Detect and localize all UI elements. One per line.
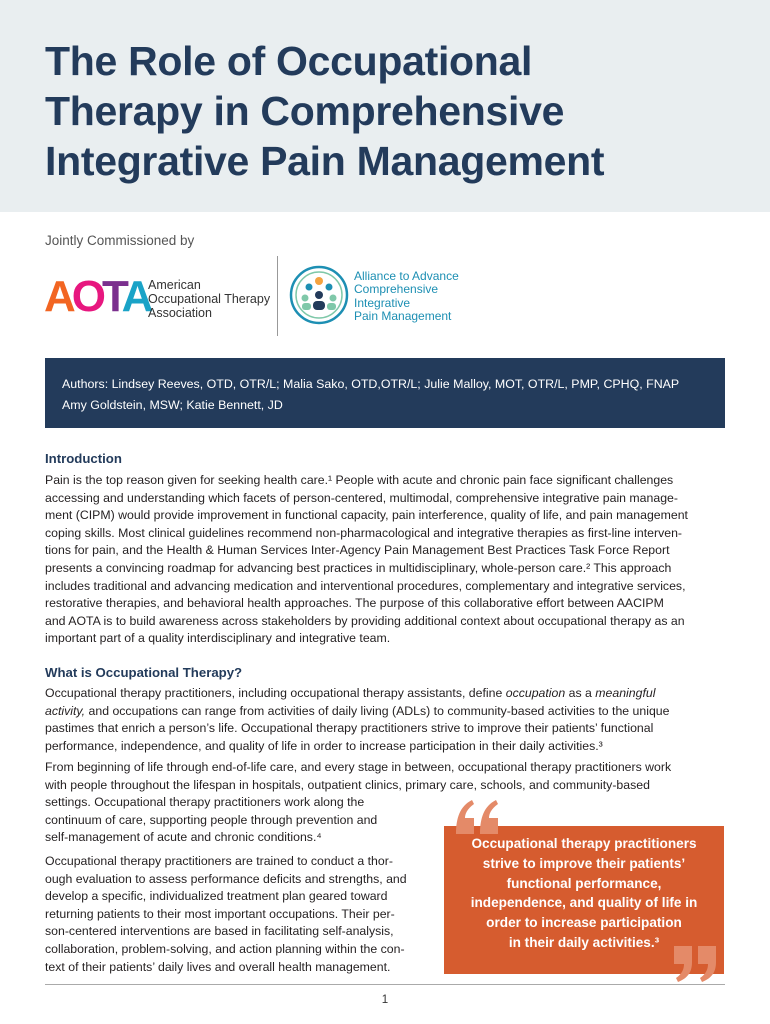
- quote-line: strive to improve their patients’: [482, 855, 686, 871]
- authors-line: Authors: Lindsey Reeves, OTD, OTR/L; Malia Sako, OTD,OTR/L; Julie Malloy, MOT, OTR/L, PMP, CPHQ, FNAP: [62, 377, 680, 391]
- text-line: develop a specific, individualized treatment plan geared toward: [45, 889, 388, 904]
- what-is-ot-heading: What is Occupational Therapy?: [45, 665, 243, 680]
- quote-line: in their daily activities.³: [508, 934, 660, 950]
- introduction-heading: Introduction: [45, 451, 122, 466]
- aacipm-name-line: Alliance to Advance: [354, 269, 459, 283]
- aota-name-line: American: [148, 278, 201, 292]
- text-line: activity, and occupations can range from activities of daily living (ADLs) to community-based activities to the unique: [45, 703, 670, 718]
- text-line: returning patients to their most important occupations. Their per-: [45, 906, 395, 921]
- quote-line: Occupational therapy practitioners: [471, 836, 697, 851]
- text-line: continuum of care, supporting people through prevention and: [45, 812, 378, 827]
- text-line: presents a convincing roadmap for advancing best practices in multidisciplinary, whole-person care.² This approach: [45, 560, 672, 575]
- quote-line: order to increase participation: [486, 915, 682, 931]
- text-line: with people throughout the lifespan in hospitals, outpatient clinics, primary care, schools, and community-based: [45, 777, 650, 792]
- authors-line: Amy Goldstein, MSW; Katie Bennett, JD: [62, 398, 283, 412]
- authors-box: [45, 358, 725, 428]
- text-line: Occupational therapy practitioners are trained to conduct a thor-: [45, 854, 393, 868]
- aacipm-name-line: Integrative: [354, 295, 411, 310]
- text-line: coping skills. Most clinical guidelines recommend non-pharmacological and integrative therapies as first-line interven-: [45, 525, 683, 540]
- text-line: restorative therapies, and behavioral health approaches. The purpose of this collaborative effort between AACIPM: [45, 596, 664, 611]
- title-line: Therapy in Comprehensive: [45, 88, 565, 134]
- close-quote-icon: [668, 944, 720, 984]
- text-line: performance, independence, and quality of life in order to increase participation in their daily activities.³: [45, 738, 603, 753]
- aacipm-name-line: Comprehensive: [354, 282, 439, 297]
- aota-logo: [44, 274, 149, 320]
- commissioned-label: Jointly Commissioned by: [45, 233, 195, 248]
- pull-quote: [444, 834, 724, 953]
- aacipm-name-line: Pain Management: [354, 308, 452, 323]
- text-line: includes traditional and advancing medication and interventional procedures, complementary and integrative services,: [45, 578, 686, 593]
- footer-divider: [45, 984, 725, 985]
- text-line: pastimes that enrich a person’s life. Occupational therapy practitioners strive to improve their patients’ functional: [45, 721, 654, 736]
- introduction-paragraph: [45, 472, 730, 648]
- text-line: text of their patients’ daily lives and overall health management.: [45, 959, 391, 974]
- page-title: [45, 36, 745, 186]
- aacipm-logo-icon: [289, 265, 349, 325]
- text-line: self-management of acute and chronic conditions.⁴: [45, 830, 322, 845]
- text-line: settings. Occupational therapy practitioners work along the: [45, 795, 365, 810]
- aota-logo-mark: AOTA: [44, 272, 150, 321]
- text-line: Occupational therapy practitioners, including occupational therapy assistants, define occupation as a meaningful: [45, 686, 656, 700]
- text-line: and AOTA is to build awareness across stakeholders by providing additional context about occupational therapy as an: [45, 613, 685, 628]
- text-line: From beginning of life through end-of-life care, and every stage in between, occupational therapy practitioners work: [45, 760, 672, 774]
- what-is-ot-paragraph-1: [45, 685, 730, 755]
- text-line: son-centered interventions are based in facilitating self-analysis,: [45, 924, 394, 939]
- text-line: Pain is the top reason given for seeking health care.¹ People with acute and chronic pain face significant challenges: [45, 473, 674, 487]
- text-line: important part of a quality interdisciplinary and integrative team.: [45, 631, 391, 646]
- text-line: ough evaluation to assess performance deficits and strengths, and: [45, 871, 407, 886]
- text-line: accessing and understanding which facets of person-centered, multimodal, comprehensive integrative pain manage-: [45, 490, 678, 505]
- aacipm-name: [354, 270, 459, 323]
- title-line: Integrative Pain Management: [45, 138, 605, 184]
- aota-name-line: Association: [148, 306, 212, 320]
- page-number: 1: [381, 994, 389, 1006]
- open-quote-icon: [452, 796, 504, 836]
- aota-name: [148, 278, 270, 320]
- text-line: ment (CIPM) would provide improvement in functional capacity, pain interference, quality of life, and pain management: [45, 508, 688, 523]
- what-is-ot-paragraph-3: [45, 853, 435, 976]
- quote-line: independence, and quality of life in: [470, 895, 698, 911]
- logo-divider: [277, 256, 278, 336]
- text-line: collaboration, problem-solving, and action planning within the con-: [45, 941, 405, 956]
- title-line: The Role of Occupational: [45, 38, 533, 84]
- aota-name-line: Occupational Therapy: [148, 292, 271, 306]
- text-line: tions for pain, and the Health & Human Services Inter-Agency Pain Management Best Practices Task Force Report: [45, 543, 670, 558]
- quote-line: functional performance,: [506, 875, 662, 891]
